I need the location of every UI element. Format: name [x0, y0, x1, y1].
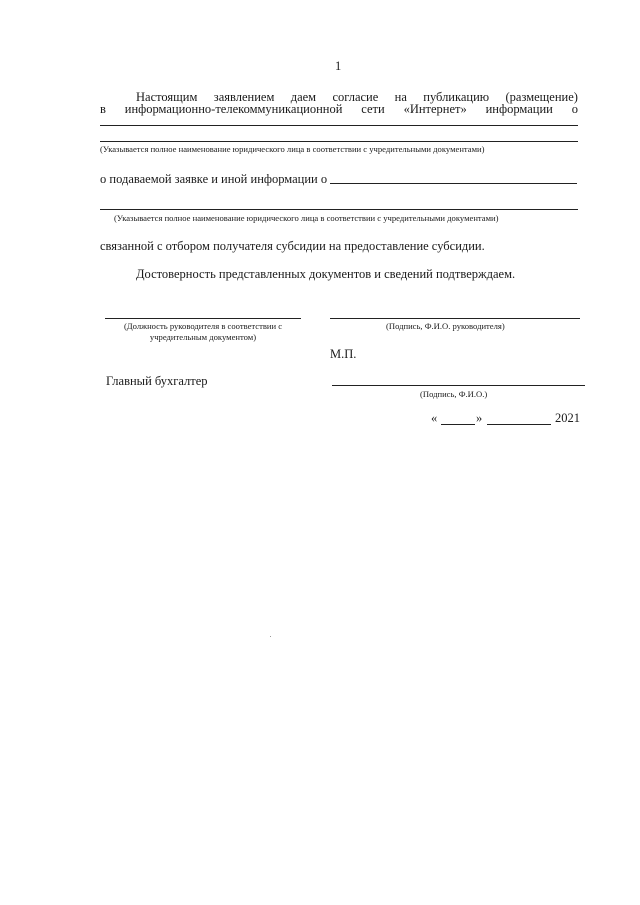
- accountant-signature-fill-line[interactable]: [332, 385, 585, 386]
- stamp-label: М.П.: [330, 347, 357, 361]
- word: о: [571, 102, 578, 116]
- org-name-fill-line[interactable]: [100, 125, 578, 126]
- head-position-caption-line2: учредительным документом): [149, 331, 257, 342]
- head-position-fill-line[interactable]: [105, 318, 301, 319]
- page-number: 1: [335, 59, 342, 73]
- word: в: [100, 102, 106, 116]
- application-info-label: о подаваемой заявке и иной информации о: [100, 172, 328, 186]
- word: информационно-телекоммуникационной: [124, 102, 343, 116]
- word: согласие: [332, 90, 379, 104]
- head-position-caption: [105, 321, 301, 342]
- word: информации: [485, 102, 553, 116]
- word: публикацию: [423, 90, 490, 104]
- head-signature-caption: (Подпись, Ф.И.О. руководителя): [386, 321, 505, 331]
- word: на: [394, 90, 407, 104]
- org-name-caption-2: (Указывается полное наименование юридического лица в соответствии с учредительными документами): [114, 213, 499, 223]
- head-signature-fill-line[interactable]: [330, 318, 580, 319]
- consent-paragraph-line2: [100, 103, 578, 116]
- date-day-fill-line[interactable]: [441, 424, 475, 425]
- org-name-fill-line-2[interactable]: [100, 141, 578, 142]
- scan-speck: [270, 636, 271, 637]
- date-close-quote: »: [476, 411, 483, 425]
- subsidy-selection-text: связанной с отбором получателя субсидии на предоставление субсидии.: [100, 239, 485, 253]
- word: (размещение): [505, 90, 578, 104]
- word: даем: [290, 90, 317, 104]
- org-name-fill-line-4[interactable]: [100, 209, 578, 210]
- date-month-fill-line[interactable]: [487, 424, 551, 425]
- date-open-quote: «: [431, 411, 438, 425]
- org-name-fill-line-3[interactable]: [330, 183, 577, 184]
- org-name-caption: (Указывается полное наименование юридического лица в соответствии с учредительными документами): [100, 144, 485, 154]
- head-position-caption-line1: (Должность руководителя в соответствии с: [123, 321, 283, 331]
- word: сети: [361, 102, 385, 116]
- chief-accountant-label: Главный бухгалтер: [106, 374, 208, 388]
- word: «Интернет»: [403, 102, 467, 116]
- date-year: 2021: [555, 411, 580, 425]
- word: заявлением: [213, 90, 275, 104]
- confirmation-text: Достоверность представленных документов и сведений подтверждаем.: [136, 267, 516, 281]
- word: Настоящим: [136, 90, 198, 104]
- accountant-signature-caption: (Подпись, Ф.И.О.): [420, 389, 488, 399]
